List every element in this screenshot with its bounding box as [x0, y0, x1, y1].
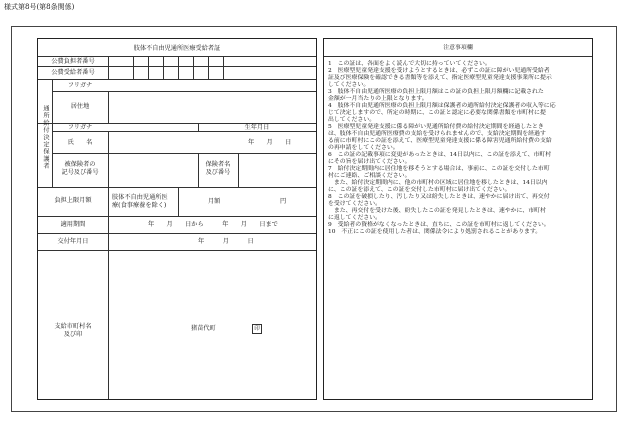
note-line: 2 医療型児童発達支援を受けようとするときは、必ずこの証に障がい児通所受給者 — [328, 68, 550, 74]
divider — [38, 66, 316, 67]
limit-desc-1: 肢体不自由児通所医 — [112, 194, 168, 201]
note-line: 6 この証の記載事項に変更があったときは、14日以内に、この証を添えて、市町村 — [328, 152, 552, 158]
divider — [38, 79, 316, 80]
note-line: 9 受給者の資格がなくなったときは、直ちに、この証を市町村に返してください。 — [328, 222, 550, 228]
divider — [324, 56, 592, 57]
divider — [108, 250, 109, 399]
note-line: 1 この証は、各面をよく読んで大切に持っていてください。 — [328, 61, 491, 67]
divider — [108, 91, 109, 123]
note-line: じて決定しますので、所定の時期に、この証と認定に必要な関係書類を市町村に提 — [328, 110, 546, 116]
limit-desc-2: 療(食事療養を除く) — [112, 202, 167, 209]
limit-label: 負担上限月額 — [54, 197, 92, 204]
note-line: 村にご連絡、ご相談ください。 — [328, 173, 411, 179]
note-line: 3 肢体不自由児通所医療の負担上限月額はこの証の負担上限月額欄に記載された — [328, 89, 544, 95]
note-line: 4 肢体不自由児通所医療の負担上限月額は保護者の通所給付決定保護者の収入等に応 — [328, 103, 556, 109]
period-value: 年 月 日から 年 月 日まで — [148, 221, 278, 228]
payer-number-label: 公費負担者番号 — [51, 58, 95, 65]
divider — [178, 56, 179, 79]
note-line: る前に市町村にこの証を添えて、医療型児童発達支援に係る障害児通所給付費の支給 — [328, 138, 552, 144]
municipality-name: 猪苗代町 — [191, 325, 216, 332]
divider — [133, 56, 134, 79]
issue-label: 交付年月日 — [57, 238, 89, 245]
certificate-page — [37, 38, 317, 400]
divider — [108, 187, 109, 250]
divider — [163, 56, 164, 79]
note-line: また、再交付を受けた後、紛失したこの証を発見したときは、速やかに、市町村 — [328, 208, 546, 214]
divider — [38, 250, 316, 251]
monthly-label: 月額 — [208, 198, 221, 205]
divider — [38, 187, 316, 188]
seal-box: 印 — [252, 324, 262, 334]
insurer-label-1: 保険者名 — [205, 161, 231, 168]
name-label: 氏 名 — [67, 139, 93, 146]
divider — [38, 216, 316, 217]
notes-title: 注意事項欄 — [443, 45, 473, 51]
note-line: 出してください。 — [328, 117, 376, 123]
note-line: 7 給付決定期間内に居住地を移そうとする場合は、事前に、この証を交付した市町 — [328, 166, 550, 172]
note-line: の再申請をしてください。 — [328, 145, 399, 151]
form-number: 様式第8号(第8条関係) — [4, 3, 75, 11]
note-line: してください。 — [328, 82, 370, 88]
divider — [208, 56, 209, 79]
note-line: にその旨を届け出てください。 — [328, 159, 411, 165]
divider — [223, 56, 224, 79]
divider — [193, 56, 194, 79]
divider — [52, 91, 316, 92]
note-line: 証及び医療保険を確認できる書類等を添えて、指定医療型児童発達支援事業所に提示 — [328, 75, 552, 81]
insurer-label-2: 及び番号 — [205, 169, 231, 176]
divider — [52, 153, 316, 154]
note-line: 8 この証を破損したり、汚したり又は紛失したときは、速やかに届け出て、再交付 — [328, 194, 550, 200]
note-line: 5 医療型児童発達支援に係る障がい児通所給付費の給付決定期間を経過したとき — [328, 124, 544, 130]
municipality-label-2: 及び印 — [63, 331, 83, 338]
issue-value: 年 月 日 — [198, 238, 254, 245]
divider — [52, 131, 316, 132]
note-line: は、肢体不自由児通所医療費の支給を受けられませんので、支給決定期間を経過す — [328, 131, 546, 137]
divider — [238, 153, 239, 187]
birth-label: 生年月日 — [244, 124, 270, 131]
note-line: を受けてください。 — [328, 201, 382, 207]
note-line: に、この証を添えて、この証を交付した市町村に届け出てください。 — [328, 187, 511, 193]
divider — [108, 56, 109, 79]
insured-label-1: 被保険者の — [64, 161, 96, 168]
note-line: に返してください。 — [328, 215, 382, 221]
period-label: 適用期間 — [60, 221, 86, 228]
municipality-label-1: 支給市町村名 — [54, 323, 92, 330]
divider — [108, 131, 109, 187]
address-label: 居住地 — [70, 103, 90, 110]
furigana2-label: フリガナ — [67, 124, 93, 131]
yen-label: 円 — [280, 198, 287, 205]
divider — [148, 56, 149, 79]
birth-date-placeholder: 年 月 日 — [248, 139, 292, 146]
note-line: また、給付決定期間内に、他の市町村の区域に居住地を移したときは、14日以内 — [328, 180, 548, 186]
recipient-group-label: 通所給付決定保護者 — [42, 105, 49, 170]
divider — [178, 187, 179, 216]
note-line: 金額が一月当たりの上限となります。 — [328, 96, 428, 102]
divider — [38, 233, 316, 234]
note-line: 10 不正にこの証を使用した者は、関係法令により処罰されることがあります。 — [328, 229, 542, 235]
furigana-label: フリガナ — [67, 82, 93, 89]
recipient-number-label: 公費受給者番号 — [51, 69, 95, 76]
notes-page — [323, 38, 593, 400]
certificate-title: 肢体不自由児通所医療受給者証 — [133, 45, 221, 52]
insured-label-2: 記号及び番号 — [61, 169, 99, 176]
divider — [38, 56, 316, 57]
